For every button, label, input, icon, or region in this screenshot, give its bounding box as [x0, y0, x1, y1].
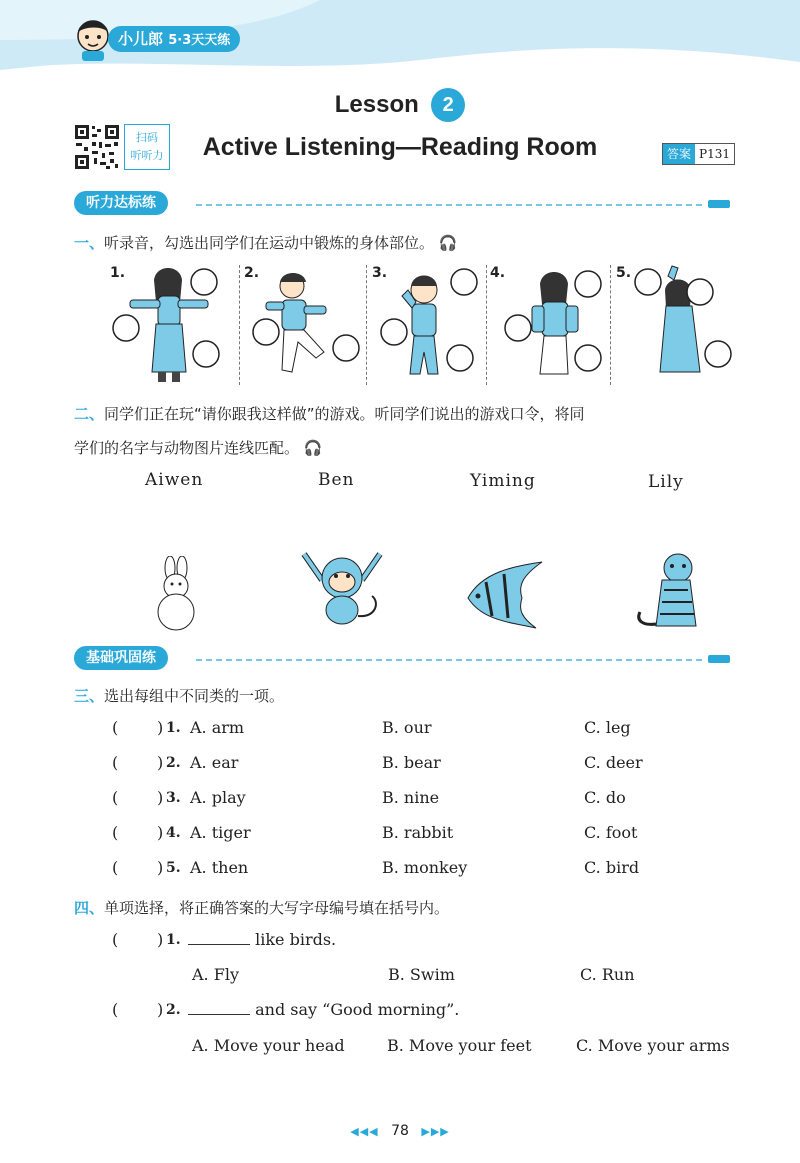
- answer-circle[interactable]: [113, 315, 139, 341]
- headphones-icon[interactable]: 🎧: [303, 439, 323, 457]
- answer-bracket-open[interactable]: (: [112, 823, 119, 842]
- answer-bracket-close: ): [157, 858, 164, 877]
- scan-to-listen-label: [124, 124, 170, 170]
- answer-bracket-open[interactable]: (: [112, 930, 119, 949]
- answer-bracket-close: ): [157, 718, 164, 737]
- lesson-title: Active Listening—Reading Room: [202, 133, 598, 161]
- option-a: A. play: [190, 788, 246, 807]
- figure-number: 4.: [490, 265, 506, 281]
- option-c: C. deer: [584, 753, 643, 772]
- divider: [610, 265, 611, 385]
- answer-label: 答案: [663, 144, 695, 164]
- item-number: 3.: [166, 790, 181, 806]
- name-yiming: Yiming: [470, 471, 536, 491]
- option-b: B. rabbit: [382, 823, 454, 842]
- question-text: 学们的名字与动物图片连线匹配。: [74, 439, 300, 457]
- figure-girl-arms-out: [108, 262, 238, 388]
- figure-number: 2.: [244, 265, 260, 281]
- section-banner-listening: 听力达标练: [74, 191, 168, 215]
- question-text: 单项选择，将正确答案的大写字母编号填在括号内。: [104, 899, 450, 917]
- question-text: 选出每组中不同类的一项。: [104, 687, 285, 705]
- divider: [196, 204, 702, 206]
- option-a: A. ear: [190, 753, 239, 772]
- brand-name: 小儿郎: [118, 30, 164, 48]
- option-a: A. Move your head: [192, 1036, 345, 1055]
- figure-number: 1.: [110, 265, 126, 281]
- answer-circle[interactable]: [191, 269, 217, 295]
- option-b: B. our: [382, 718, 432, 737]
- brand-logo: [108, 26, 240, 52]
- answer-page-tag: [662, 143, 735, 165]
- headphones-icon[interactable]: 🎧: [438, 234, 458, 252]
- answer-circle[interactable]: [333, 335, 359, 361]
- answer-circle[interactable]: [687, 279, 713, 305]
- lesson-number-badge: 2: [431, 88, 465, 122]
- question-number: 一、: [74, 234, 105, 252]
- divider: [239, 265, 240, 385]
- answer-circle[interactable]: [381, 319, 407, 345]
- answer-bracket-open[interactable]: (: [112, 1000, 119, 1019]
- tiger-picture[interactable]: [632, 550, 704, 632]
- question-stem: and say “Good morning”.: [255, 1000, 460, 1019]
- option-c: C. foot: [584, 823, 638, 842]
- question-2-title-cont: [74, 433, 322, 463]
- arrow-left-icon: ◀◀◀: [350, 1125, 379, 1138]
- figure-boy-kicking: [246, 262, 364, 388]
- divider: [366, 265, 367, 385]
- option-c: C. leg: [584, 718, 631, 737]
- question-4-title: [74, 893, 449, 923]
- question-text: 听录音，勾选出同学们在运动中锻炼的身体部位。: [104, 234, 435, 252]
- option-b: B. Move your feet: [387, 1036, 532, 1055]
- option-b: B. monkey: [382, 858, 468, 877]
- lesson-word: Lesson: [334, 91, 419, 118]
- mascot-avatar: [74, 16, 112, 62]
- section-banner-basics: 基础巩固练: [74, 646, 168, 670]
- item-number: 5.: [166, 860, 181, 876]
- item-number: 4.: [166, 825, 181, 841]
- qr-code-icon[interactable]: [74, 124, 120, 170]
- answer-circle[interactable]: [505, 315, 531, 341]
- rabbit-picture[interactable]: [146, 556, 206, 632]
- divider: [196, 659, 702, 661]
- item-number: 2.: [166, 755, 181, 771]
- option-b: B. bear: [382, 753, 441, 772]
- item-number: 1.: [166, 932, 181, 948]
- question-stem: like birds.: [255, 930, 337, 949]
- figure-number: 5.: [616, 265, 632, 281]
- scan-text-1: 扫码: [136, 131, 158, 144]
- figure-number: 3.: [372, 265, 388, 281]
- answer-circle[interactable]: [447, 345, 473, 371]
- figure-girl-standing: [492, 262, 608, 388]
- question-1-title: [74, 228, 458, 258]
- item-number: 2.: [166, 1002, 181, 1018]
- answer-bracket-close: ): [157, 930, 164, 949]
- name-aiwen: Aiwen: [145, 470, 204, 490]
- answer-bracket-close: ): [157, 788, 164, 807]
- question-number: 三、: [74, 687, 105, 705]
- question-text: 同学们正在玩“请你跟我这样做”的游戏。听同学们说出的游戏口令，将同: [104, 405, 585, 423]
- question-3-title: [74, 681, 284, 711]
- figure-boy-touching-ear: [372, 262, 484, 388]
- figure-girl-arm-raised: [618, 262, 738, 388]
- option-c: C. Move your arms: [576, 1036, 730, 1055]
- answer-circle[interactable]: [451, 269, 477, 295]
- answer-bracket-close: ): [157, 1000, 164, 1019]
- answer-blank[interactable]: [188, 930, 250, 945]
- arrow-right-icon: ▶▶▶: [421, 1125, 450, 1138]
- name-ben: Ben: [318, 470, 355, 490]
- option-b: B. Swim: [388, 965, 455, 984]
- monkey-picture[interactable]: [296, 546, 388, 632]
- page-number: 78: [391, 1123, 409, 1139]
- answer-bracket-open[interactable]: (: [112, 788, 119, 807]
- answer-circle[interactable]: [575, 271, 601, 297]
- lesson-heading: [0, 88, 800, 122]
- option-a: A. then: [190, 858, 249, 877]
- option-a: A. arm: [190, 718, 245, 737]
- question-2-title: [74, 399, 585, 429]
- answer-circle[interactable]: [705, 341, 731, 367]
- answer-bracket-open[interactable]: (: [112, 858, 119, 877]
- option-c: C. Run: [580, 965, 635, 984]
- item-number: 1.: [166, 720, 181, 736]
- pencil-icon: [708, 200, 730, 208]
- divider: [486, 265, 487, 385]
- option-c: C. do: [584, 788, 626, 807]
- series-name: 5·3天天练: [168, 33, 231, 48]
- option-a: A. tiger: [190, 823, 251, 842]
- scan-text-2: 听听力: [130, 149, 164, 162]
- answer-circle[interactable]: [575, 345, 601, 371]
- page-footer: [0, 1123, 800, 1139]
- answer-bracket-open[interactable]: (: [112, 753, 119, 772]
- answer-circle[interactable]: [253, 319, 279, 345]
- answer-circle[interactable]: [635, 269, 661, 295]
- answer-bracket-open[interactable]: (: [112, 718, 119, 737]
- fish-picture[interactable]: [462, 556, 548, 630]
- answer-page: P131: [699, 147, 730, 161]
- option-b: B. nine: [382, 788, 440, 807]
- question-number: 四、: [74, 899, 105, 917]
- question-number: 二、: [74, 405, 105, 423]
- option-a: A. Fly: [192, 965, 239, 984]
- answer-bracket-close: ): [157, 823, 164, 842]
- pencil-icon: [708, 655, 730, 663]
- name-lily: Lily: [648, 472, 684, 492]
- answer-circle[interactable]: [193, 341, 219, 367]
- answer-bracket-close: ): [157, 753, 164, 772]
- answer-blank[interactable]: [188, 1000, 250, 1015]
- option-c: C. bird: [584, 858, 640, 877]
